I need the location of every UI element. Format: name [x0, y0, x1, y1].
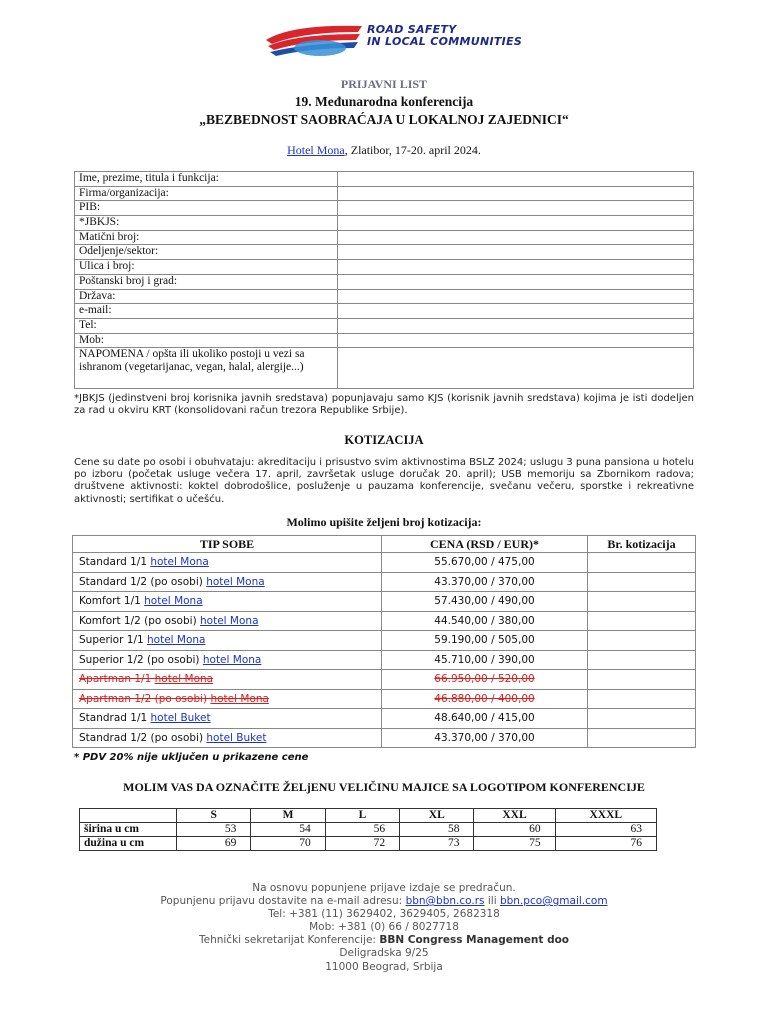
form-note-label: NAPOMENA / opšta ili ukoliko postoji u vezi sa ishranom (vegetarijanac, vegan, halal, alergije...) — [75, 348, 338, 389]
form-row-label: *JBKJS: — [75, 216, 338, 231]
footer-city: 11000 Beograd, Srbija — [325, 960, 443, 973]
form-row-input[interactable] — [338, 289, 694, 304]
form-row-label: Odeljenje/sektor: — [75, 245, 338, 260]
col-price: CENA (RSD / EUR)* — [382, 536, 588, 553]
footer-line2: Popunjenu prijavu dostavite na e-mail adresu: bbn@bbn.co.rs ili bbn.pco@gmail.com — [160, 895, 608, 908]
size-value: 54 — [251, 823, 325, 837]
form-row-input[interactable] — [338, 186, 694, 201]
form-row-input[interactable] — [338, 274, 694, 289]
size-header[interactable]: M — [251, 809, 325, 823]
room-count-input[interactable] — [588, 572, 696, 592]
room-count-input[interactable] — [588, 611, 696, 631]
form-row — [75, 216, 694, 231]
room-type-cell: Standard 1/2 (po osobi) hotel Mona — [73, 572, 382, 592]
form-row-label: PIB: — [75, 201, 338, 216]
size-value: 73 — [400, 837, 474, 851]
form-note-input[interactable] — [338, 348, 694, 389]
form-row-label: Država: — [75, 289, 338, 304]
email-link-1[interactable]: bbn@bbn.co.rs — [405, 895, 485, 908]
room-price-cell: 66.950,00 / 520,00 — [382, 670, 588, 690]
form-row — [75, 333, 694, 348]
form-row-label: Poštanski broj i grad: — [75, 274, 338, 289]
kotizacija-subheading: Molimo upišite željeni broj kotizacija: — [286, 515, 482, 529]
size-value: 70 — [251, 837, 325, 851]
price-row — [73, 709, 696, 729]
room-type-cell: Superior 1/2 (po osobi) hotel Mona — [73, 650, 382, 670]
hotel-link[interactable]: hotel Mona — [144, 595, 203, 608]
room-count-input[interactable] — [588, 553, 696, 573]
form-row-note — [75, 348, 694, 389]
room-type-cell: Apartman 1/2 (po osobi) hotel Mona — [73, 689, 382, 709]
price-row — [73, 670, 696, 690]
footer-contact — [0, 882, 768, 974]
size-value: 60 — [474, 823, 555, 837]
size-value: 58 — [400, 823, 474, 837]
footer-secretariat: Tehnički sekretarijat Konferencije: BBN Congress Management doo — [198, 934, 570, 947]
room-price-cell: 44.540,00 / 380,00 — [382, 611, 588, 631]
form-row — [75, 260, 694, 275]
price-row — [73, 611, 696, 631]
room-count-input[interactable] — [588, 592, 696, 612]
room-type-cell: Standrad 1/1 hotel Buket — [73, 709, 382, 729]
form-row-input[interactable] — [338, 245, 694, 260]
form-row — [75, 245, 694, 260]
size-value: 76 — [555, 837, 656, 851]
size-value: 72 — [325, 837, 399, 851]
form-row-input[interactable] — [338, 230, 694, 245]
price-row — [73, 553, 696, 573]
tshirt-size-table — [79, 808, 657, 851]
size-row — [80, 823, 657, 837]
hotel-mona-link[interactable]: Hotel Mona — [287, 143, 345, 157]
form-row-label: Firma/organizacija: — [75, 186, 338, 201]
price-table — [72, 535, 696, 748]
room-price-cell: 59.190,00 / 505,00 — [382, 631, 588, 651]
form-row-label: Tel: — [75, 318, 338, 333]
tshirt-heading: MOLIM VAS DA OZNAČITE ŽELjENU VELIČINU MAJICE SA LOGOTIPOM KONFERENCIJE — [123, 780, 645, 794]
form-row — [75, 289, 694, 304]
size-corner — [80, 809, 177, 823]
room-type-cell: Komfort 1/2 (po osobi) hotel Mona — [73, 611, 382, 631]
pdv-note: * PDV 20% nije uključen u prikazene cene — [74, 752, 309, 763]
size-row-label: širina u cm — [80, 823, 177, 837]
form-row — [75, 304, 694, 319]
room-price-cell: 43.370,00 / 370,00 — [382, 728, 588, 748]
room-type-cell: Superior 1/1 hotel Mona — [73, 631, 382, 651]
room-type-cell: Standrad 1/2 (po osobi) hotel Buket — [73, 728, 382, 748]
price-row — [73, 631, 696, 651]
hotel-link[interactable]: hotel Buket — [150, 712, 211, 725]
room-price-cell: 55.670,00 / 475,00 — [382, 553, 588, 573]
logo-text: ROAD SAFETY IN LOCAL COMMUNITIES — [367, 23, 523, 48]
room-count-input[interactable] — [588, 728, 696, 748]
size-value: 53 — [177, 823, 251, 837]
size-row-label: dužina u cm — [80, 837, 177, 851]
form-row — [75, 172, 694, 187]
conference-number: 19. Međunarodna konferencija — [294, 94, 474, 109]
kotizacija-text: Cene su date po osobi i obuhvataju: akreditaciju i prisustvo svim aktivnostima BSLZ 2024; uslugu 3 puna pansiona u hotelu po izboru (početak usluge večera 17. april, završetak usluge doručak 20. april); USB memoriju sa Zbornikom radova; društvene aktivnosti: koktel dobrodošlice, posluženje u pauzama konferencije, svečanu večeru, sporstke i rekreativne aktivnosti; sertifikat o učešću. — [74, 457, 694, 505]
form-row-input[interactable] — [338, 318, 694, 333]
room-count-input[interactable] — [588, 631, 696, 651]
hotel-link[interactable]: hotel Mona — [150, 556, 209, 569]
price-row — [73, 650, 696, 670]
room-price-cell: 45.710,00 / 390,00 — [382, 650, 588, 670]
venue-line: Hotel Mona, Zlatibor, 17-20. april 2024. — [287, 143, 481, 157]
size-value: 56 — [325, 823, 399, 837]
kotizacija-heading: KOTIZACIJA — [344, 433, 424, 447]
size-header[interactable]: XXL — [474, 809, 555, 823]
size-header[interactable]: S — [177, 809, 251, 823]
form-row-label: e-mail: — [75, 304, 338, 319]
room-type-cell: Apartman 1/1 hotel Mona — [73, 670, 382, 690]
jbkjs-note: *JBKJS (jedinstveni broj korisnika javnih sredstava) popunjavaju samo KJS (korisnik javnih sredstava) kojima je isti dodeljen za rad u okviru KRT (konsolidovani račun trezora Republike Srbije). — [74, 393, 694, 416]
room-count-input[interactable] — [588, 709, 696, 729]
hotel-link[interactable]: hotel Mona — [206, 575, 265, 588]
hotel-link[interactable]: hotel Buket — [206, 731, 267, 744]
room-count-input[interactable] — [588, 670, 696, 690]
size-row — [80, 837, 657, 851]
form-row-input[interactable] — [338, 216, 694, 231]
hotel-link[interactable]: hotel Mona — [200, 614, 259, 627]
size-header[interactable]: XL — [400, 809, 474, 823]
size-header[interactable]: L — [325, 809, 399, 823]
email-link-2[interactable]: bbn.pco@gmail.com — [499, 895, 608, 908]
footer-tel: Tel: +381 (11) 3629402, 3629405, 2682318 — [268, 908, 500, 921]
conference-title: „BEZBEDNOST SAOBRAĆAJA U LOKALNOJ ZAJEDNICI“ — [199, 112, 569, 127]
form-row-label: Ulica i broj: — [75, 260, 338, 275]
room-type-cell: Komfort 1/1 hotel Mona — [73, 592, 382, 612]
form-label: PRIJAVNI LIST — [340, 77, 428, 91]
room-price-cell: 46.880,00 / 400,00 — [382, 689, 588, 709]
price-row — [73, 689, 696, 709]
hotel-link[interactable]: hotel Mona — [154, 673, 214, 686]
hotel-link[interactable]: hotel Mona — [147, 634, 206, 647]
hotel-link[interactable]: hotel Mona — [202, 653, 262, 666]
room-price-cell: 57.430,00 / 490,00 — [382, 592, 588, 612]
room-count-input[interactable] — [588, 650, 696, 670]
price-row — [73, 572, 696, 592]
form-row — [75, 318, 694, 333]
size-header[interactable]: XXXL — [555, 809, 656, 823]
size-value: 69 — [177, 837, 251, 851]
size-value: 63 — [555, 823, 656, 837]
room-count-input[interactable] — [588, 689, 696, 709]
price-row — [73, 592, 696, 612]
form-row-label: Ime, prezime, titula i funkcija: — [75, 172, 338, 187]
form-row-input[interactable] — [338, 201, 694, 216]
footer-line1: Na osnovu popunjene prijave izdaje se predračun. — [252, 882, 516, 894]
price-row — [73, 728, 696, 748]
size-value: 75 — [474, 837, 555, 851]
form-row-input[interactable] — [338, 260, 694, 275]
form-row-label: Matični broj: — [75, 230, 338, 245]
form-row-input[interactable] — [338, 333, 694, 348]
form-row — [75, 274, 694, 289]
form-row-label: Mob: — [75, 333, 338, 348]
col-count: Br. kotizacija — [588, 536, 696, 553]
room-type-cell: Standard 1/1 hotel Mona — [73, 553, 382, 573]
form-row-input[interactable] — [338, 304, 694, 319]
form-row — [75, 230, 694, 245]
col-room-type: TIP SOBE — [73, 536, 382, 553]
footer-mob: Mob: +381 (0) 66 / 8027718 — [309, 921, 459, 934]
form-row — [75, 201, 694, 216]
room-price-cell: 48.640,00 / 415,00 — [382, 709, 588, 729]
footer-street: Deligradska 9/25 — [339, 947, 429, 960]
room-price-cell: 43.370,00 / 370,00 — [382, 572, 588, 592]
form-row-input[interactable] — [338, 172, 694, 187]
registration-form-table — [74, 171, 694, 389]
hotel-link[interactable]: hotel Mona — [210, 692, 269, 705]
form-row — [75, 186, 694, 201]
